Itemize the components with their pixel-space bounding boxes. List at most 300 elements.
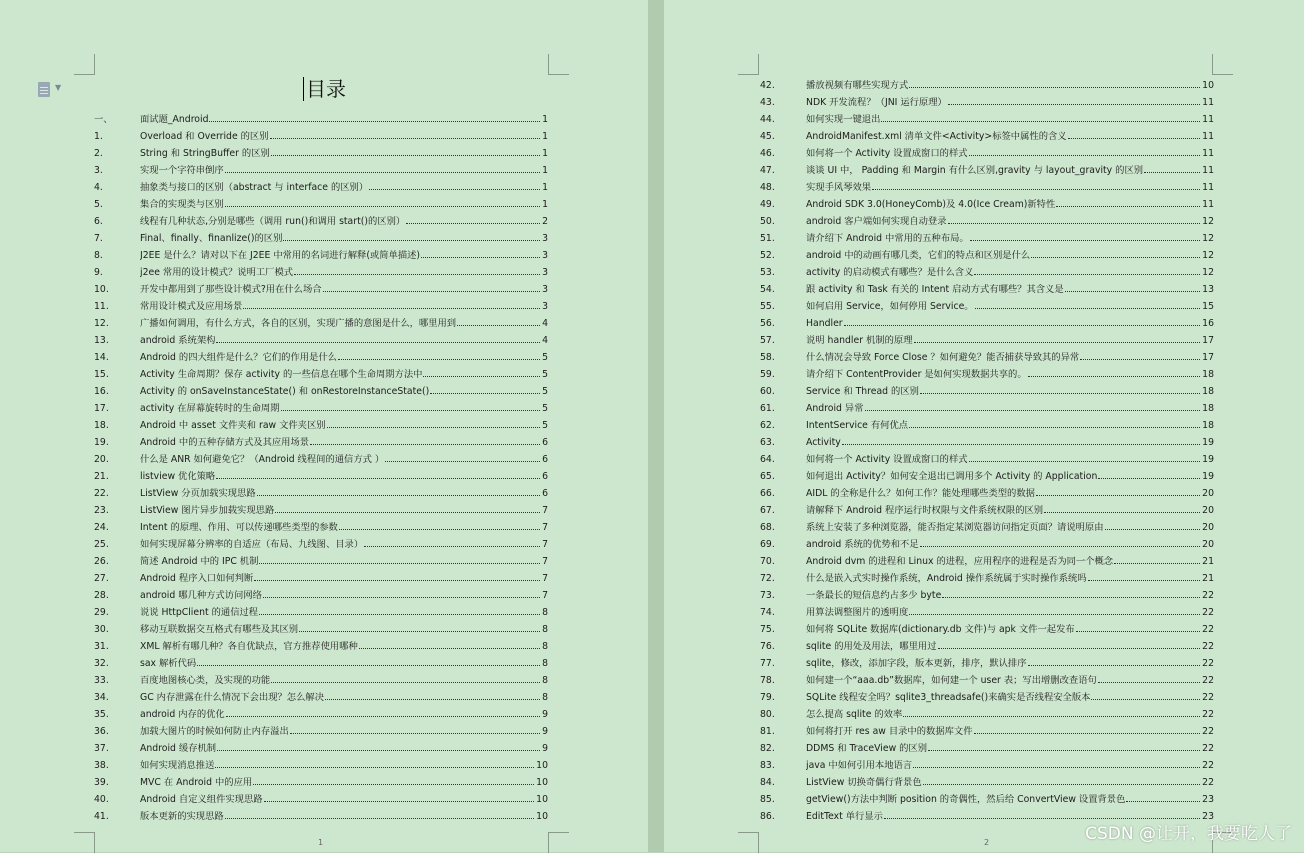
toc-entry[interactable] bbox=[94, 805, 548, 822]
toc-entry-title: 播放视频有哪些实现方式 bbox=[806, 80, 909, 91]
toc-leader-dots bbox=[1068, 137, 1201, 139]
toc-entry[interactable] bbox=[760, 652, 1214, 669]
toc-leader-dots bbox=[270, 137, 540, 139]
toc-leader-dots bbox=[264, 800, 535, 802]
toc-entry[interactable] bbox=[94, 414, 548, 431]
toc-entry-page: 10 bbox=[536, 794, 548, 805]
toc-leader-dots bbox=[253, 783, 534, 785]
toc-entry-number: 14. bbox=[94, 352, 109, 363]
toc-entry[interactable] bbox=[94, 771, 548, 788]
toc-leader-dots bbox=[1044, 511, 1200, 513]
toc-entry-page: 11 bbox=[1202, 182, 1214, 193]
toc-leader-dots bbox=[225, 171, 540, 173]
toc-entry-title: activity 的启动模式有哪些？是什么含义 bbox=[806, 267, 974, 278]
toc-entry-number: 68. bbox=[760, 522, 775, 533]
toc-entry-title: android 系统架构 bbox=[140, 335, 216, 346]
toc-leader-dots bbox=[216, 477, 540, 479]
toc-leader-dots bbox=[920, 392, 1200, 394]
toc-entry-number: 30. bbox=[94, 624, 109, 635]
toc-entry-number: 78. bbox=[760, 675, 775, 686]
toc-entry-title: 如何退出 Activity？如何安全退出已调用多个 Activity 的 Application bbox=[806, 471, 1098, 482]
toc-entry[interactable] bbox=[760, 363, 1214, 380]
toc-entry-number: 83. bbox=[760, 760, 775, 771]
toc-leader-dots bbox=[1114, 562, 1200, 564]
toc-leader-dots bbox=[1036, 494, 1200, 496]
toc-entry[interactable] bbox=[760, 499, 1214, 516]
toc-entry-number: 18. bbox=[94, 420, 109, 431]
toc-entry[interactable] bbox=[760, 125, 1214, 142]
toc-leader-dots bbox=[974, 273, 1200, 275]
toc-entry[interactable] bbox=[94, 482, 548, 499]
toc-entry-page: 1 bbox=[542, 131, 548, 142]
toc-entry[interactable] bbox=[94, 584, 548, 601]
toc-entry-number: 65. bbox=[760, 471, 775, 482]
toc-entry[interactable] bbox=[760, 329, 1214, 346]
toc-entry[interactable] bbox=[760, 448, 1214, 465]
toc-entry-number: 76. bbox=[760, 641, 775, 652]
toc-entry[interactable] bbox=[94, 652, 548, 669]
toc-entry-title: MVC 在 Android 中的应用 bbox=[140, 777, 253, 788]
toc-entry[interactable] bbox=[760, 295, 1214, 312]
toc-entry-title: XML 解析有哪几种？各自优缺点，官方推荐使用哪种 bbox=[140, 641, 358, 652]
toc-entry[interactable] bbox=[94, 601, 548, 618]
toc-entry-number: 6. bbox=[94, 216, 103, 227]
toc-entry-page: 10 bbox=[536, 777, 548, 788]
toc-leader-dots bbox=[903, 715, 1200, 717]
toc-entry-page: 10 bbox=[1202, 80, 1214, 91]
toc-entry[interactable] bbox=[94, 550, 548, 567]
toc-entry[interactable] bbox=[760, 584, 1214, 601]
toc-entry[interactable] bbox=[94, 278, 548, 295]
toc-entry-title: java 中如何引用本地语言 bbox=[806, 760, 913, 771]
toc-entry-page: 9 bbox=[542, 726, 548, 737]
toc-entry-number: 47. bbox=[760, 165, 775, 176]
toc-entry-title: ListView 分页加载实现思路 bbox=[140, 488, 256, 499]
toc-entry[interactable] bbox=[94, 261, 548, 278]
toc-entry-page: 19 bbox=[1202, 471, 1214, 482]
toc-entry-title: Android 缓存机制 bbox=[140, 743, 217, 754]
toc-leader-dots bbox=[299, 630, 540, 632]
toc-entry-number: 77. bbox=[760, 658, 775, 669]
toc-entry-number: 74. bbox=[760, 607, 775, 618]
toc-entry-title: Activity 生命周期？保存 activity 的一些信息在哪个生命周期方法中 bbox=[140, 369, 423, 380]
toc-entry-title: 如何启用 Service，如何停用 Service。 bbox=[806, 301, 974, 312]
toc-leader-dots bbox=[406, 222, 540, 224]
toc-entry-number: 25. bbox=[94, 539, 109, 550]
toc-entry-number: 28. bbox=[94, 590, 109, 601]
toc-entry[interactable] bbox=[760, 465, 1214, 482]
toc-entry[interactable] bbox=[760, 703, 1214, 720]
toc-entry-title: 什么情况会导致 Force Close ？如何避免？能否捕获导致其的异常 bbox=[806, 352, 1080, 363]
toc-leader-dots bbox=[909, 426, 1200, 428]
toc-leader-dots bbox=[970, 239, 1200, 241]
toc-entry-page: 10 bbox=[536, 760, 548, 771]
toc-leader-dots bbox=[938, 647, 1201, 649]
toc-entry-number: 82. bbox=[760, 743, 775, 754]
toc-entry-title: J2EE 是什么？请对以下在 J2EE 中常用的名词进行解释(或简单描述) bbox=[140, 250, 421, 261]
toc-leader-dots bbox=[1028, 375, 1201, 377]
toc-entry-number: 26. bbox=[94, 556, 109, 567]
toc-entry[interactable] bbox=[94, 193, 548, 210]
toc-entry-page: 11 bbox=[1202, 131, 1214, 142]
toc-entry-number: 31. bbox=[94, 641, 109, 652]
toc-leader-dots bbox=[881, 120, 1200, 122]
toc-entry-title: Android dvm 的进程和 Linux 的进程，应用程序的进程是否为同一个概念 bbox=[806, 556, 1114, 567]
toc-entry-number: 9. bbox=[94, 267, 103, 278]
toc-entry-page: 12 bbox=[1202, 250, 1214, 261]
toc-entry-page: 11 bbox=[1202, 114, 1214, 125]
toc-entry[interactable] bbox=[94, 295, 548, 312]
toc-entry-title: 请介绍下 Android 中常用的五种布局。 bbox=[806, 233, 969, 244]
toc-entry-page: 5 bbox=[542, 352, 548, 363]
toc-leader-dots bbox=[942, 596, 1200, 598]
toc-leader-dots bbox=[215, 766, 534, 768]
toc-entry-title: 如何将 SQLite 数据库(dictionary.db 文件)与 apk 文件一起发布 bbox=[806, 624, 1075, 635]
toc-entry-page: 7 bbox=[542, 505, 548, 516]
toc-entry-number: 66. bbox=[760, 488, 775, 499]
toc-entry-page: 18 bbox=[1202, 369, 1214, 380]
toc-entry-title: 系统上安装了多种浏览器，能否指定某浏览器访问指定页面？请说明原由 bbox=[806, 522, 1104, 533]
toc-entry[interactable] bbox=[94, 720, 548, 737]
toc-entry-title: Android 异常 bbox=[806, 403, 864, 414]
toc-entry-number: 41. bbox=[94, 811, 109, 822]
toc-entry[interactable] bbox=[760, 227, 1214, 244]
toc-entry-title: 开发中都用到了那些设计模式?用在什么场合 bbox=[140, 284, 322, 295]
toc-leader-dots bbox=[923, 783, 1201, 785]
toc-leader-dots bbox=[842, 443, 1200, 445]
toc-entry-title: AIDL 的全称是什么？如何工作？能处理哪些类型的数据 bbox=[806, 488, 1035, 499]
toc-entry-number: 72. bbox=[760, 573, 775, 584]
toc-leader-dots bbox=[359, 647, 540, 649]
toc-entry-page: 6 bbox=[542, 471, 548, 482]
toc-entry[interactable] bbox=[94, 244, 548, 261]
toc-entry-number: 54. bbox=[760, 284, 775, 295]
toc-entry-page: 23 bbox=[1202, 794, 1214, 805]
toc-entry-page: 9 bbox=[542, 743, 548, 754]
toc-leader-dots bbox=[271, 154, 540, 156]
toc-entry[interactable] bbox=[94, 448, 548, 465]
toc-leader-dots bbox=[969, 154, 1201, 156]
toc-entry[interactable] bbox=[94, 499, 548, 516]
toc-entry[interactable] bbox=[760, 261, 1214, 278]
toc-entry-number: 37. bbox=[94, 743, 109, 754]
toc-entry-page: 22 bbox=[1202, 607, 1214, 618]
page-gutter bbox=[648, 0, 664, 852]
toc-entry-title: 移动互联数据交互格式有哪些及其区别 bbox=[140, 624, 299, 635]
toc-entry-title: String 和 StringBuffer 的区别 bbox=[140, 148, 270, 159]
toc-entry[interactable] bbox=[94, 142, 548, 159]
toc-entry-title: 简述 Android 中的 IPC 机制 bbox=[140, 556, 259, 567]
toc-entry-title: sax 解析代码 bbox=[140, 658, 197, 669]
toc-entry-number: 52. bbox=[760, 250, 775, 261]
toc-entry[interactable] bbox=[94, 737, 548, 754]
toc-entry[interactable] bbox=[94, 618, 548, 635]
toc-entry-page: 3 bbox=[542, 233, 548, 244]
toc-leader-dots bbox=[948, 222, 1201, 224]
toc-entry-title: 什么是 ANR 如何避免它？（Android 线程间的通信方式 ） bbox=[140, 454, 385, 465]
toc-entry-title: 版本更新的实现思路 bbox=[140, 811, 224, 822]
toc-leader-dots bbox=[1098, 681, 1200, 683]
toc-entry[interactable] bbox=[94, 669, 548, 686]
toc-entry-page: 20 bbox=[1202, 539, 1214, 550]
toc-entry-page: 22 bbox=[1202, 692, 1214, 703]
toc-leader-dots bbox=[217, 749, 540, 751]
toc-entry-page: 8 bbox=[542, 624, 548, 635]
toc-entry-title: j2ee 常用的设计模式？说明工厂模式 bbox=[140, 267, 294, 278]
toc-entry[interactable] bbox=[760, 720, 1214, 737]
toc-leader-dots bbox=[263, 596, 540, 598]
toc-entry-page: 8 bbox=[542, 675, 548, 686]
page-number-footer: 2 bbox=[984, 838, 990, 847]
toc-entry-title: EditText 单行显示 bbox=[806, 811, 883, 822]
toc-entry-title: Overload 和 Override 的区别 bbox=[140, 131, 269, 142]
toc-entry-page: 12 bbox=[1202, 233, 1214, 244]
toc-entry-number: 49. bbox=[760, 199, 775, 210]
toc-entry[interactable] bbox=[94, 312, 548, 329]
toc-entry[interactable] bbox=[760, 771, 1214, 788]
toc-entry-page: 8 bbox=[542, 607, 548, 618]
toc-leader-dots bbox=[1065, 290, 1201, 292]
toc-leader-dots bbox=[364, 545, 540, 547]
toc-entry[interactable] bbox=[760, 74, 1214, 91]
toc-entry-title: IntentService 有何优点 bbox=[806, 420, 909, 431]
toc-entry[interactable] bbox=[94, 465, 548, 482]
toc-entry-title: 用算法调整图片的透明度 bbox=[806, 607, 909, 618]
toc-entry-title: Handler bbox=[806, 318, 843, 329]
toc-entry-page: 22 bbox=[1202, 760, 1214, 771]
toc-entry-page: 7 bbox=[542, 556, 548, 567]
toc-leader-dots bbox=[1056, 205, 1200, 207]
toc-entry-title: Activity bbox=[806, 437, 841, 448]
toc-entry[interactable] bbox=[94, 397, 548, 414]
toc-entry-page: 21 bbox=[1202, 556, 1214, 567]
toc-entry-number: 81. bbox=[760, 726, 775, 737]
toc-entry[interactable] bbox=[760, 244, 1214, 261]
toc-entry[interactable] bbox=[94, 703, 548, 720]
toc-entry[interactable] bbox=[94, 125, 548, 142]
toc-entry-page: 22 bbox=[1202, 743, 1214, 754]
toc-entry-page: 3 bbox=[542, 301, 548, 312]
toc-entry-title: 实现手风琴效果 bbox=[806, 182, 872, 193]
toc-entry[interactable] bbox=[760, 278, 1214, 295]
toc-entry[interactable] bbox=[94, 210, 548, 227]
toc-leader-dots bbox=[259, 562, 540, 564]
toc-entry-page: 23 bbox=[1202, 811, 1214, 822]
toc-entry[interactable] bbox=[760, 737, 1214, 754]
page-corner-mark bbox=[738, 54, 759, 75]
toc-entry[interactable] bbox=[760, 380, 1214, 397]
toc-entry-number: 43. bbox=[760, 97, 775, 108]
toc-leader-dots bbox=[1126, 800, 1200, 802]
toc-leader-dots bbox=[275, 511, 540, 513]
watermark: CSDN @让开，我要吃人了 bbox=[1085, 824, 1292, 844]
toc-leader-dots bbox=[1105, 528, 1201, 530]
toc-entry-page: 13 bbox=[1202, 284, 1214, 295]
toc-entry-page: 5 bbox=[542, 403, 548, 414]
toc-entry-title: 如何实现消息推送 bbox=[140, 760, 215, 771]
toc-entry-title: Android 的四大组件是什么？它们的作用是什么 bbox=[140, 352, 337, 363]
toc-leader-dots bbox=[369, 188, 540, 190]
toc-entry-title: SQLite 线程安全吗？sqlite3_threadsafe()来确实是否线程安全版本 bbox=[806, 692, 1091, 703]
toc-entry[interactable] bbox=[94, 227, 548, 244]
toc-entry[interactable] bbox=[760, 567, 1214, 584]
toc-entry-page: 10 bbox=[536, 811, 548, 822]
toc-leader-dots bbox=[281, 409, 541, 411]
toc-entry-title: Android 自定义组件实现思路 bbox=[140, 794, 263, 805]
toc-entry[interactable] bbox=[760, 635, 1214, 652]
toc-entry-title: ListView 切换奇偶行背景色 bbox=[806, 777, 922, 788]
toc-entry[interactable] bbox=[760, 91, 1214, 108]
document-icon[interactable] bbox=[38, 82, 50, 97]
toc-entry[interactable] bbox=[760, 176, 1214, 193]
toc-entry[interactable] bbox=[760, 431, 1214, 448]
page-corner-mark bbox=[74, 832, 95, 853]
toc-entry[interactable] bbox=[94, 431, 548, 448]
toc-entry[interactable] bbox=[760, 210, 1214, 227]
toc-entry[interactable] bbox=[760, 516, 1214, 533]
toc-entry[interactable] bbox=[760, 601, 1214, 618]
toc-entry[interactable] bbox=[760, 108, 1214, 125]
toc-entry-number: 45. bbox=[760, 131, 775, 142]
toc-entry-page: 3 bbox=[542, 284, 548, 295]
toc-entry[interactable] bbox=[94, 363, 548, 380]
toc-entry[interactable] bbox=[760, 669, 1214, 686]
toc-entry[interactable] bbox=[760, 533, 1214, 550]
toc-entry-page: 2 bbox=[542, 216, 548, 227]
toc-entry-number: 48. bbox=[760, 182, 775, 193]
toc-entry-number: 19. bbox=[94, 437, 109, 448]
toc-entry-page: 18 bbox=[1202, 386, 1214, 397]
toc-entry-number: 50. bbox=[760, 216, 775, 227]
toc-leader-dots bbox=[430, 392, 540, 394]
toc-entry-number: 7. bbox=[94, 233, 103, 244]
toc-leader-dots bbox=[259, 613, 540, 615]
toc-entry-title: Activity 的 onSaveInstanceState() 和 onRestoreInstanceState() bbox=[140, 386, 430, 397]
toc-entry-number: 62. bbox=[760, 420, 775, 431]
toc-entry[interactable] bbox=[94, 533, 548, 550]
toc-entry-page: 20 bbox=[1202, 522, 1214, 533]
toc-title: 目录 bbox=[303, 77, 346, 101]
toc-entry-number: 2. bbox=[94, 148, 103, 159]
toc-entry-number: 20. bbox=[94, 454, 109, 465]
toc-entry[interactable] bbox=[760, 686, 1214, 703]
toc-entry-title: sqlite，修改，添加字段，版本更新，排序，默认排序 bbox=[806, 658, 1027, 669]
toc-entry-page: 18 bbox=[1202, 420, 1214, 431]
toc-entry-number: 27. bbox=[94, 573, 109, 584]
toc-entry[interactable] bbox=[760, 397, 1214, 414]
toc-entry-title: 如何将一个 Activity 设置成窗口的样式 bbox=[806, 454, 968, 465]
toc-entry-page: 8 bbox=[542, 658, 548, 669]
toc-entry-page: 3 bbox=[542, 267, 548, 278]
dropdown-caret-icon[interactable]: ▼ bbox=[55, 83, 62, 92]
toc-leader-dots bbox=[909, 86, 1200, 88]
toc-entry-page: 1 bbox=[542, 148, 548, 159]
toc-entry-number: 44. bbox=[760, 114, 775, 125]
toc-leader-dots bbox=[1091, 698, 1200, 700]
toc-entry[interactable] bbox=[760, 312, 1214, 329]
toc-entry-title: GC 内存泄露在什么情况下会出现？怎么解决 bbox=[140, 692, 324, 703]
toc-leader-dots bbox=[914, 341, 1201, 343]
toc-entry-page: 7 bbox=[542, 522, 548, 533]
toc-leader-dots bbox=[1088, 579, 1201, 581]
toc-entry-title: Intent 的原理、作用、可以传递哪些类型的参数 bbox=[140, 522, 338, 533]
toc-entry-number: 51. bbox=[760, 233, 775, 244]
toc-entry-title: 广播如何调用，有什么方式，各自的区别，实现广播的意图是什么，哪里用到 bbox=[140, 318, 457, 329]
toc-leader-dots bbox=[323, 290, 540, 292]
toc-leader-dots bbox=[197, 664, 540, 666]
toc-entry[interactable] bbox=[760, 346, 1214, 363]
toc-entry[interactable] bbox=[760, 159, 1214, 176]
toc-entry-number: 58. bbox=[760, 352, 775, 363]
toc-entry[interactable] bbox=[760, 482, 1214, 499]
toc-entry-page: 7 bbox=[542, 539, 548, 550]
toc-entry[interactable] bbox=[760, 788, 1214, 805]
toc-entry-number: 85. bbox=[760, 794, 775, 805]
toc-entry-title: ListView 图片异步加载实现思路 bbox=[140, 505, 275, 516]
toc-entry[interactable] bbox=[94, 635, 548, 652]
toc-entry-number: 29. bbox=[94, 607, 109, 618]
toc-entry-page: 22 bbox=[1202, 624, 1214, 635]
toc-entry[interactable] bbox=[760, 754, 1214, 771]
toc-entry[interactable] bbox=[760, 193, 1214, 210]
toc-entry[interactable] bbox=[94, 788, 548, 805]
toc-leader-dots bbox=[920, 545, 1201, 547]
toc-entry[interactable] bbox=[94, 329, 548, 346]
toc-entry[interactable] bbox=[760, 618, 1214, 635]
toc-entry[interactable] bbox=[94, 346, 548, 363]
toc-entry[interactable] bbox=[94, 176, 548, 193]
toc-entry-page: 17 bbox=[1202, 335, 1214, 346]
toc-entry-number: 35. bbox=[94, 709, 109, 720]
toc-entry[interactable] bbox=[94, 159, 548, 176]
toc-entry[interactable] bbox=[760, 142, 1214, 159]
toc-entry-number: 33. bbox=[94, 675, 109, 686]
toc-entry-page: 11 bbox=[1202, 97, 1214, 108]
toc-entry-number: 75. bbox=[760, 624, 775, 635]
toc-leader-dots bbox=[283, 239, 540, 241]
toc-entry-page: 11 bbox=[1202, 199, 1214, 210]
toc-leader-dots bbox=[872, 188, 1200, 190]
toc-entry-number: 17. bbox=[94, 403, 109, 414]
toc-entry-number: 57. bbox=[760, 335, 775, 346]
toc-entry[interactable] bbox=[94, 754, 548, 771]
toc-entry[interactable] bbox=[94, 516, 548, 533]
toc-entry[interactable] bbox=[760, 550, 1214, 567]
toc-leader-dots bbox=[909, 613, 1200, 615]
toc-leader-dots bbox=[974, 732, 1201, 734]
toc-entry-page: 17 bbox=[1202, 352, 1214, 363]
toc-entry-number: 79. bbox=[760, 692, 775, 703]
toc-entry-page: 4 bbox=[542, 318, 548, 329]
toc-entry-page: 19 bbox=[1202, 437, 1214, 448]
toc-leader-dots bbox=[216, 341, 540, 343]
toc-entry-title: 跟 activity 和 Task 有关的 Intent 启动方式有哪些？其含义是 bbox=[806, 284, 1064, 295]
toc-entry-number: 5. bbox=[94, 199, 103, 210]
toc-entry-title: 实现一个字符串倒序 bbox=[140, 165, 224, 176]
toc-entry-number: 73. bbox=[760, 590, 775, 601]
toc-entry[interactable] bbox=[94, 380, 548, 397]
toc-entry[interactable] bbox=[94, 108, 548, 125]
toc-entry-title: android 哪几种方式访问网络 bbox=[140, 590, 262, 601]
toc-entry-title: android 内存的优化 bbox=[140, 709, 225, 720]
toc-entry[interactable] bbox=[94, 567, 548, 584]
toc-entry[interactable] bbox=[94, 686, 548, 703]
toc-entry[interactable] bbox=[760, 414, 1214, 431]
page-corner-mark bbox=[738, 832, 759, 853]
toc-entry-title: 如何实现屏幕分辨率的自适应（布局、九线图、目录） bbox=[140, 539, 364, 550]
toc-entry-title: 什么是嵌入式实时操作系统，Android 操作系统属于实时操作系统吗 bbox=[806, 573, 1087, 584]
toc-entry-page: 22 bbox=[1202, 658, 1214, 669]
